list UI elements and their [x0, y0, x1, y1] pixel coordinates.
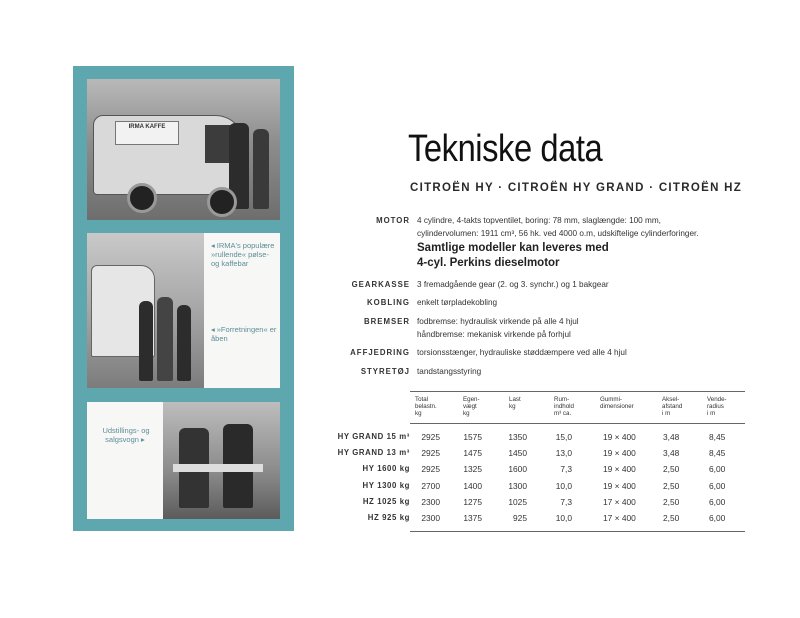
table-cell: 925 — [513, 513, 527, 523]
caption-sausage-bar — [211, 241, 277, 268]
table-column-header: Aksel- afstand i m — [662, 396, 683, 417]
table-rule-bottom — [410, 531, 745, 532]
table-cell: 1600 — [508, 464, 527, 475]
table-cell: 1275 — [463, 496, 482, 507]
photo-sausage-bar — [87, 233, 280, 388]
table-cell: 17 × 400 — [603, 513, 636, 523]
photo-sales-van — [87, 402, 280, 519]
spec-value-styretoj: tandstangsstyring — [417, 367, 482, 376]
arrow-left-icon: ◂ — [211, 325, 215, 334]
spec-label-styretoj: STYRETØJ — [360, 367, 410, 376]
table-cell: 19 × 400 — [603, 432, 636, 442]
table-cell: 2,50 — [663, 496, 680, 507]
table-row-label: HY GRAND 13 m³ — [337, 448, 410, 458]
table-cell: 1350 — [508, 432, 527, 442]
table-cell: 1375 — [463, 513, 482, 523]
table-cell: 1300 — [508, 480, 527, 491]
caption-text: »Forretningen« er åben — [211, 325, 277, 343]
table-cell: 19 × 400 — [603, 448, 636, 459]
table-cell: 3,48 — [663, 448, 680, 459]
table-cell: 10,0 — [555, 480, 572, 491]
person-figure — [157, 297, 173, 381]
table-row-label: HZ 925 kg — [367, 513, 410, 522]
table-cell: 2300 — [421, 513, 440, 523]
table-cell: 13,0 — [555, 448, 572, 459]
table-cell: 8,45 — [709, 448, 726, 459]
person-figure — [253, 129, 269, 209]
truck-wheel — [127, 183, 157, 213]
table-cell: 17 × 400 — [603, 496, 636, 507]
table-cell: 2,50 — [663, 480, 680, 491]
table-rule-header — [410, 423, 745, 424]
table-cell: 1325 — [463, 464, 482, 475]
table-cell: 2925 — [421, 432, 440, 442]
truck-wheel — [207, 187, 237, 217]
table-illustration — [173, 464, 263, 472]
spec-value-bremser-1: fodbremse: hydraulisk virkende på alle 4 hjul — [417, 317, 579, 326]
spec-value-motor-2: cylindervolumen: 1911 cm³, 56 hk. ved 4000 o.m, udskiftelige cylinderforinger. — [417, 229, 699, 238]
truck-sign: IRMA KAFFE — [115, 121, 179, 145]
arrow-right-icon: ▸ — [141, 435, 145, 444]
table-column-header: Egen- vægt kg — [463, 396, 480, 417]
table-cell: 2700 — [421, 480, 440, 491]
photo-truck-street — [87, 79, 280, 220]
table-cell: 6,00 — [709, 496, 726, 507]
table-row-label: HY 1600 kg — [362, 464, 410, 474]
caption-text: Udstillings- og salgsvogn — [102, 426, 150, 444]
table-cell: 8,45 — [709, 432, 726, 442]
spec-value-affjedring: torsionsstænger, hydrauliske støddæmpere ved alle 4 hjul — [417, 348, 627, 357]
table-rule-top — [410, 391, 745, 392]
spec-value-kobling: enkelt tørpladekobling — [417, 298, 498, 307]
spec-label-gearkasse: GEARKASSE — [351, 280, 410, 289]
table-cell: 15,0 — [555, 432, 572, 442]
table-cell: 10,0 — [555, 513, 572, 523]
table-column-header: Last kg — [509, 396, 521, 410]
photo-panel — [73, 66, 294, 531]
table-column-header: Total belastn. kg — [415, 396, 437, 417]
spec-value-motor-1: 4 cylindre, 4-takts topventilet, boring: 78 mm, slaglængde: 100 mm, — [417, 216, 661, 225]
table-column-header: Rum- indhold m³ ca. — [554, 396, 574, 417]
caption-sales-van — [91, 426, 161, 444]
spec-highlight-2: 4-cyl. Perkins dieselmotor — [417, 257, 560, 269]
table-cell: 2300 — [421, 496, 440, 507]
table-row-label: HY GRAND 15 m³ — [337, 432, 410, 441]
table-row-label: HY 1300 kg — [362, 480, 410, 490]
table-cell: 2,50 — [663, 513, 680, 523]
person-figure — [139, 301, 153, 381]
table-cell: 7,3 — [560, 496, 572, 507]
table-cell: 1575 — [463, 432, 482, 442]
table-cell: 1025 — [508, 496, 527, 507]
table-cell: 2925 — [421, 464, 440, 475]
model-list: CITROËN HY · CITROËN HY GRAND · CITROËN HZ — [410, 182, 743, 194]
table-column-header: Vende- radius i m — [707, 396, 727, 417]
table-cell: 3,48 — [663, 432, 680, 442]
table-cell: 6,00 — [709, 464, 726, 475]
table-cell: 6,00 — [709, 480, 726, 491]
table-cell: 19 × 400 — [603, 464, 636, 475]
table-column-header: Gummi- dimensioner — [600, 396, 634, 410]
spec-value-gearkasse: 3 fremadgående gear (2. og 3. synchr.) og 1 bakgear — [417, 280, 609, 289]
caption-text: IRMA's populære »rullende« pølse- og kaffebar — [211, 241, 275, 268]
arrow-left-icon: ◂ — [211, 241, 215, 250]
spec-label-kobling: KOBLING — [367, 298, 410, 307]
person-figure — [177, 305, 191, 381]
table-cell: 7,3 — [560, 464, 572, 475]
caption-shop-open — [211, 325, 277, 343]
photo-sales-van-image — [163, 402, 280, 519]
table-cell: 19 × 400 — [603, 480, 636, 491]
table-cell: 6,00 — [709, 513, 726, 523]
page-title: Tekniske data — [408, 128, 603, 170]
table-cell: 1400 — [463, 480, 482, 491]
spec-highlight-1: Samtlige modeller kan leveres med — [417, 242, 609, 254]
table-cell: 2,50 — [663, 464, 680, 475]
photo-sausage-bar-image — [87, 233, 204, 388]
table-cell: 1450 — [508, 448, 527, 459]
table-cell: 2925 — [421, 448, 440, 459]
table-row-label: HZ 1025 kg — [362, 496, 410, 506]
table-cell: 1475 — [463, 448, 482, 459]
spec-label-affjedring: AFFJEDRING — [350, 348, 410, 357]
spec-label-motor: MOTOR — [376, 216, 410, 225]
spec-value-bremser-2: håndbremse: mekanisk virkende på forhjul — [417, 330, 571, 339]
spec-label-bremser: BREMSER — [364, 317, 410, 326]
